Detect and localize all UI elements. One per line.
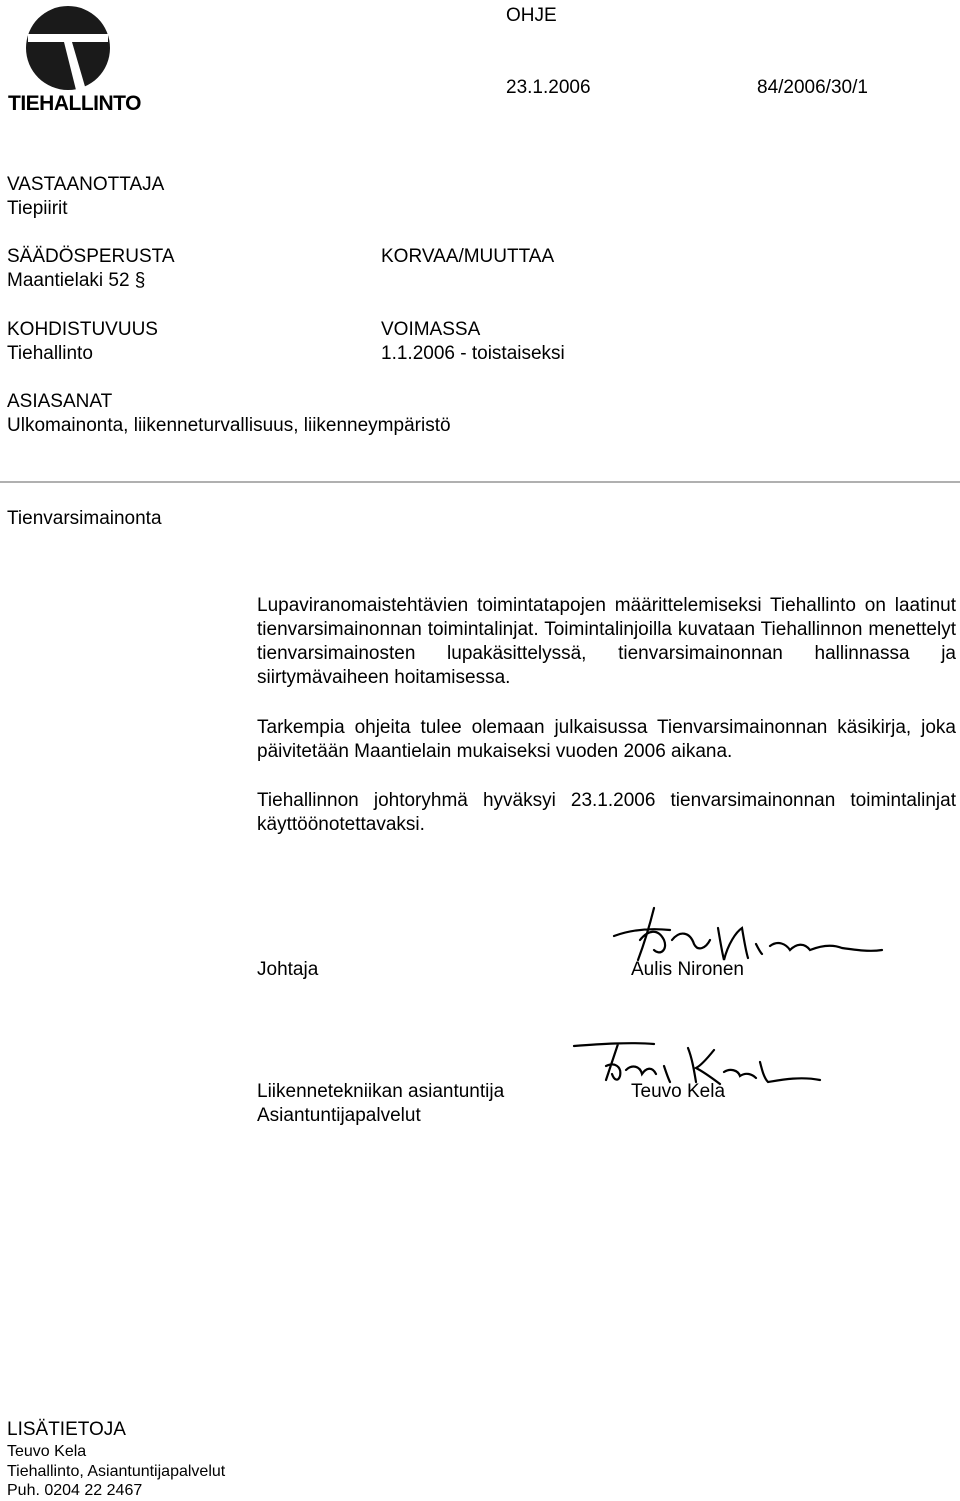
signatory-1-title: Johtaja [257, 959, 319, 980]
recipient-label: VASTAANOTTAJA [7, 174, 165, 195]
document-type: OHJE [506, 5, 557, 26]
document-reference: 84/2006/30/1 [757, 77, 868, 98]
recipient-value: Tiepiirit [7, 198, 68, 219]
keywords-value: Ulkomainonta, liikenneturvallisuus, liikenneympäristö [7, 415, 451, 436]
signatory-2-title: Liikennetekniikan asiantuntija [257, 1081, 505, 1102]
body-paragraph-1: Lupaviranomaistehtävien toimintatapojen määrittelemiseksi Tiehallinto on laatinut tienvarsimainonnan toimintalinjat. Toimintalinjoilla kuvataan Tiehallinnon menettelyt tienvarsimainosten lupakäsittelyssä, tienvarsimainonnan hallinnassa ja siirtymävaiheen hoitamisessa. [257, 595, 956, 688]
body-paragraph-3: Tiehallinnon johtoryhmä hyväksyi 23.1.2006 tienvarsimainonnan toimintalinjat käyttöönotettavaksi. [257, 790, 956, 835]
contact-name: Teuvo Kela [7, 1443, 87, 1460]
signatory-2-department: Asiantuntijapalvelut [257, 1105, 421, 1126]
logo-emblem-icon [6, 4, 132, 92]
signatory-2-name: Teuvo Kela [631, 1081, 726, 1102]
divider-line [0, 481, 960, 483]
logo-text: TIEHALLINTO [8, 92, 141, 115]
contact-label: LISÄTIETOJA [7, 1419, 126, 1440]
document-date: 23.1.2006 [506, 77, 591, 98]
tiehallinto-logo [6, 4, 141, 116]
keywords-label: ASIASANAT [7, 391, 113, 412]
validity-label: VOIMASSA [381, 319, 481, 340]
replaces-label: KORVAA/MUUTTAA [381, 246, 555, 267]
document-title: Tienvarsimainonta [7, 508, 162, 529]
validity-value: 1.1.2006 - toistaiseksi [381, 343, 565, 364]
body-paragraph-2: Tarkempia ohjeita tulee olemaan julkaisussa Tienvarsimainonnan käsikirja, joka päivitetään Maantielain mukaiseksi vuoden 2006 aikana. [257, 717, 956, 762]
contact-phone: Puh. 0204 22 2467 [7, 1482, 143, 1499]
target-label: KOHDISTUVUUS [7, 319, 158, 340]
contact-organization: Tiehallinto, Asiantuntijapalvelut [7, 1463, 226, 1480]
legal-basis-label: SÄÄDÖSPERUSTA [7, 246, 175, 267]
legal-basis-value: Maantielaki 52 § [7, 270, 146, 291]
signatory-1-name: Aulis Nironen [631, 959, 744, 980]
target-value: Tiehallinto [7, 343, 93, 364]
